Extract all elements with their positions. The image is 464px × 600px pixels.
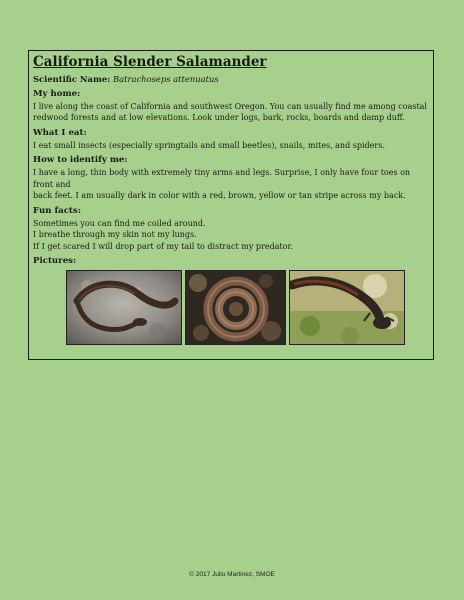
page-title: California Slender Salamander [33,54,267,70]
fact-line: I breathe through my skin not my lungs. [33,230,197,239]
facts-heading: Fun facts: [33,205,81,216]
fact-line: Sometimes you can find me coiled around. [33,218,206,228]
fact-line: If I get scared I will drop part of my tail to distract my predator. [33,241,293,251]
salamander-photo-coiled [185,270,286,345]
salamander-photo-moss [289,270,405,345]
home-line: I live along the coast of California and southwest Oregon. You can usually find me among coastal [33,101,427,111]
identify-line: back feet. I am usually dark in color with a red, brown, yellow or tan stripe across my back. [33,191,406,200]
salamander-photo-rock [66,270,182,345]
scientific-name-label: Scientific Name: [33,74,111,84]
facts-text [33,218,429,253]
home-heading: My home: [33,88,81,99]
scientific-name-value: Batrachoseps attenuatus [112,74,219,84]
identify-line: I have a long, thin body with extremely tiny arms and legs. Surprise, I only have four toes on front and [33,168,411,189]
eat-line: I eat small insects (especially springtails and small beetles), snails, mites, and spiders. [33,140,385,150]
identify-heading: How to identify me: [33,155,128,165]
info-card [28,50,434,360]
pictures-gallery [66,270,429,345]
home-text [33,101,429,124]
home-line: redwood forests and at low elevations. Look under logs, bark, rocks, boards and damp duff. [33,113,405,122]
identify-text [33,167,429,202]
eat-text [33,140,429,152]
scientific-name-row [33,74,429,86]
eat-heading: What I eat: [33,127,87,138]
copyright-footer: © 2017 Julio Martinez, SMOE [189,571,275,578]
pictures-heading: Pictures: [33,256,77,266]
